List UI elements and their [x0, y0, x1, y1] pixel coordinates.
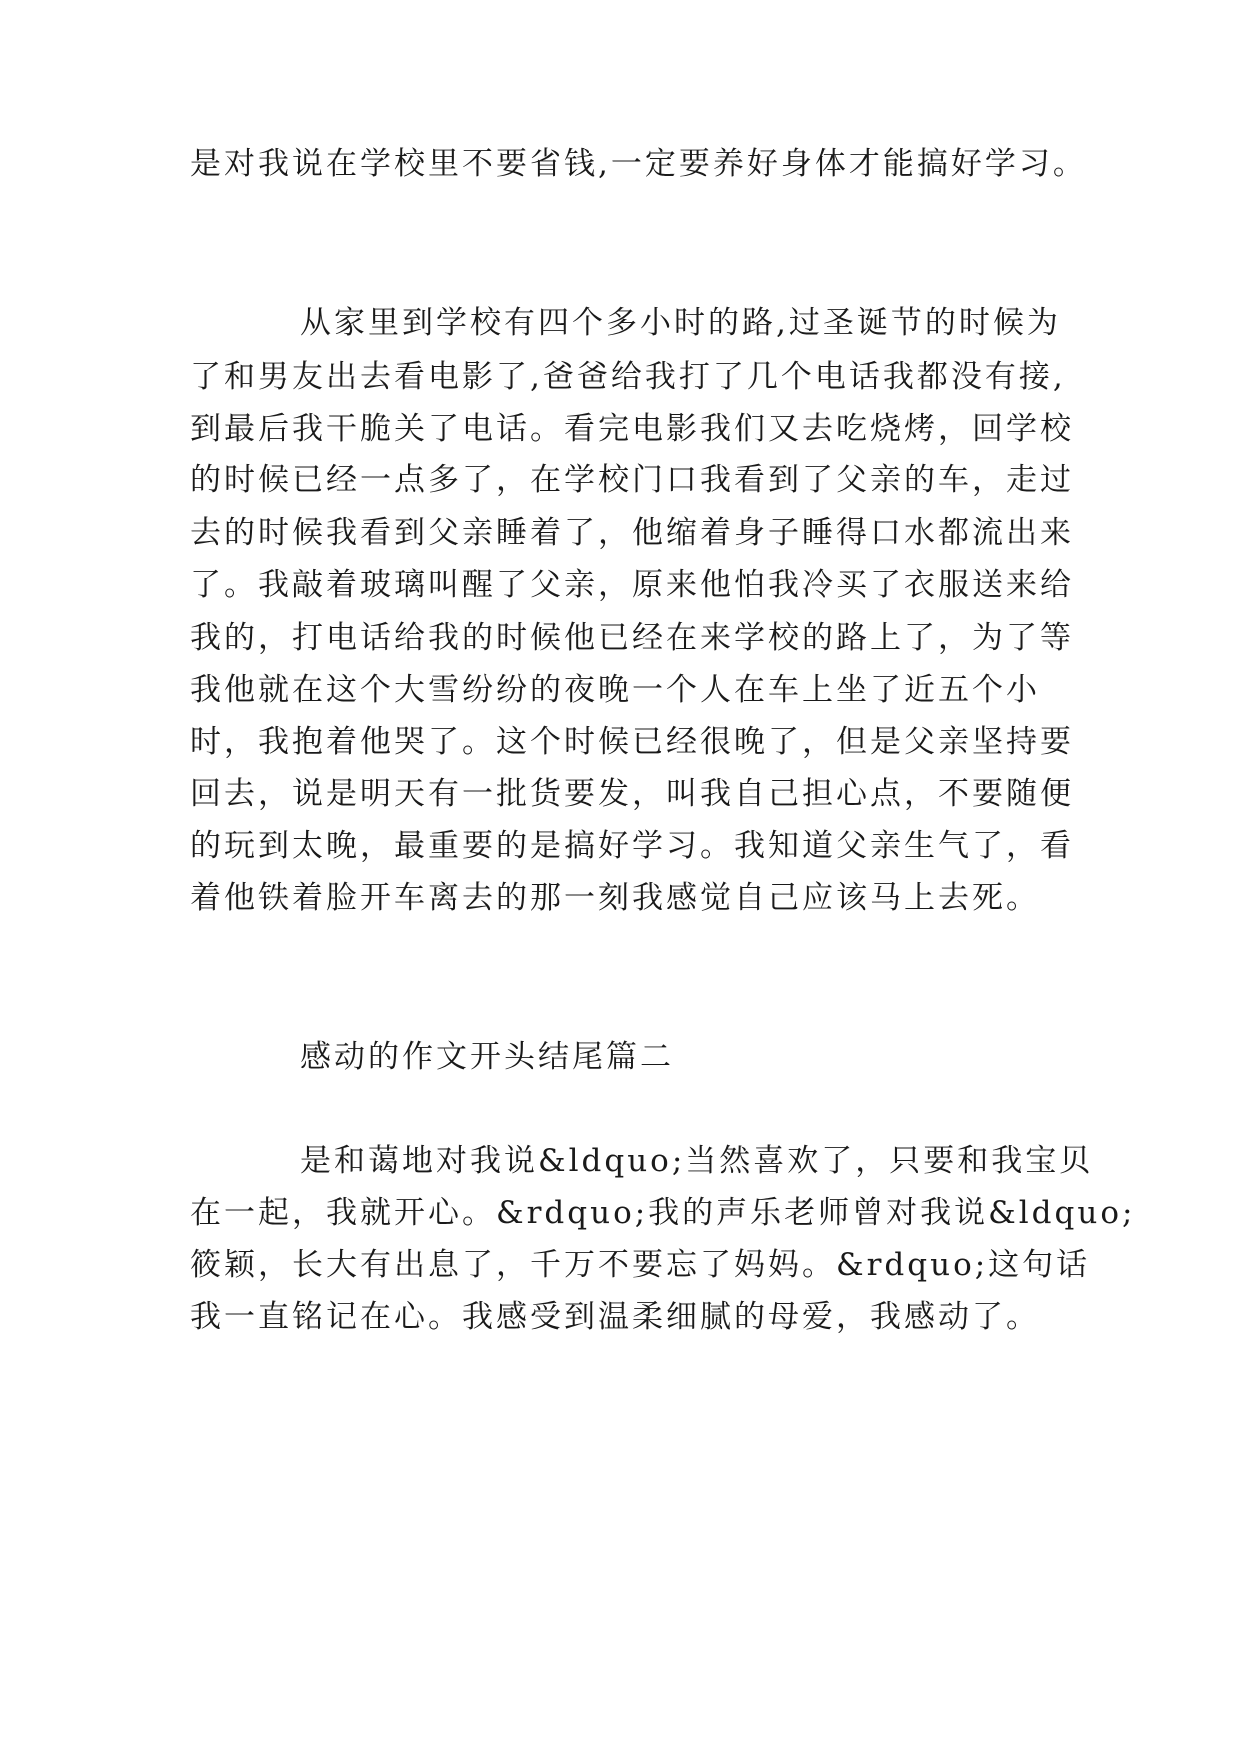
text-line: 我一直铭记在心。我感受到温柔细腻的母爱，我感动了。 [190, 1299, 1040, 1335]
text-line: 筱颖，长大有出息了，千万不要忘了妈妈。&rdquo;这句话 [190, 1247, 1091, 1283]
text-line: 着他铁着脸开车离去的那一刻我感觉自己应该马上去死。 [190, 880, 1040, 916]
text-line: 的时候已经一点多了，在学校门口我看到了父亲的车，走过 [190, 462, 1074, 498]
text-line: 是和蔼地对我说&ldquo;当然喜欢了，只要和我宝贝 [300, 1143, 1094, 1179]
section-heading: 感动的作文开头结尾篇二 [300, 1039, 674, 1075]
text-line: 时，我抱着他哭了。这个时候已经很晚了，但是父亲坚持要 [190, 724, 1074, 760]
text-line: 的玩到太晚，最重要的是搞好学习。我知道父亲生气了，看 [190, 828, 1074, 864]
text-line: 是对我说在学校里不要省钱,一定要养好身体才能搞好学习。 [190, 146, 1087, 182]
text-line: 我他就在这个大雪纷纷的夜晚一个人在车上坐了近五个小 [190, 672, 1040, 708]
text-line: 从家里到学校有四个多小时的路,过圣诞节的时候为 [300, 305, 1061, 341]
text-line: 回去，说是明天有一批货要发，叫我自己担心点，不要随便 [190, 776, 1074, 812]
text-line: 在一起，我就开心。&rdquo;我的声乐老师曾对我说&ldquo; [190, 1195, 1136, 1231]
text-line: 了。我敲着玻璃叫醒了父亲，原来他怕我冷买了衣服送来给 [190, 567, 1074, 603]
text-line: 到最后我干脆关了电话。看完电影我们又去吃烧烤，回学校 [190, 411, 1074, 447]
text-line: 了和男友出去看电影了,爸爸给我打了几个电话我都没有接, [190, 359, 1066, 395]
text-line: 我的，打电话给我的时候他已经在来学校的路上了，为了等 [190, 620, 1074, 656]
text-line: 去的时候我看到父亲睡着了，他缩着身子睡得口水都流出来 [190, 515, 1074, 551]
